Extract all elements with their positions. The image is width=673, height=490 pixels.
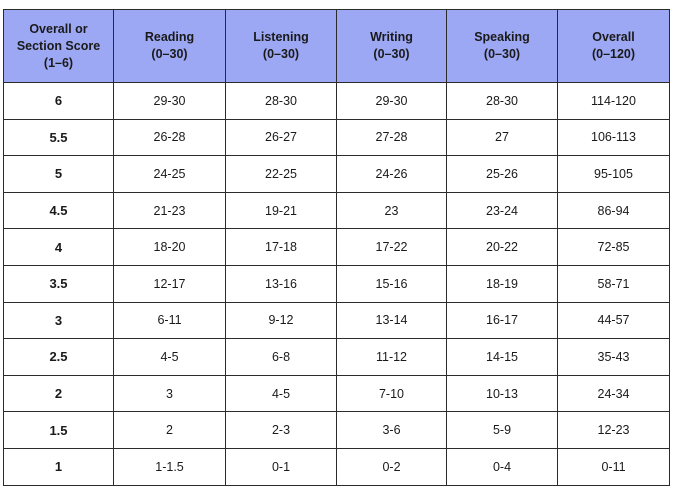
cell-writing: 11-12 — [337, 339, 447, 376]
cell-speaking: 25-26 — [447, 156, 558, 193]
cell-speaking: 20-22 — [447, 229, 558, 266]
table-row — [4, 339, 670, 376]
cell-speaking: 0-4 — [447, 448, 558, 485]
cell-speaking: 5-9 — [447, 412, 558, 449]
cell-listening: 2-3 — [226, 412, 337, 449]
header-line: (1–6) — [43, 55, 74, 70]
cell-writing: 24-26 — [337, 156, 447, 193]
header-writing — [337, 10, 447, 83]
header-speaking — [447, 10, 558, 83]
cell-listening: 9-12 — [226, 302, 337, 339]
table-header — [4, 10, 670, 83]
table-row — [4, 412, 670, 449]
table-row — [4, 302, 670, 339]
table-row — [4, 229, 670, 266]
cell-overall: 44-57 — [558, 302, 670, 339]
cell-speaking: 28-30 — [447, 83, 558, 120]
header-line: Overall or — [29, 21, 88, 36]
cell-overall: 35-43 — [558, 339, 670, 376]
cell-overall: 0-11 — [558, 448, 670, 485]
score-conversion-table — [3, 9, 670, 486]
cell-overall: 114-120 — [558, 83, 670, 120]
cell-writing: 15-16 — [337, 265, 447, 302]
cell-reading: 2 — [114, 412, 226, 449]
cell-speaking: 14-15 — [447, 339, 558, 376]
cell-speaking: 23-24 — [447, 192, 558, 229]
header-line: Listening — [253, 30, 309, 44]
cell-writing: 27-28 — [337, 119, 447, 156]
cell-writing: 3-6 — [337, 412, 447, 449]
table-row — [4, 83, 670, 120]
cell-listening: 4-5 — [226, 375, 337, 412]
header-line: Section Score — [16, 38, 101, 53]
table-row — [4, 265, 670, 302]
cell-reading: 6-11 — [114, 302, 226, 339]
cell-reading: 24-25 — [114, 156, 226, 193]
header-line: Writing — [370, 30, 413, 44]
header-overall-or-section-score — [4, 10, 114, 83]
cell-band-score: 1 — [4, 448, 114, 485]
cell-overall: 86-94 — [558, 192, 670, 229]
cell-reading: 12-17 — [114, 265, 226, 302]
cell-writing: 17-22 — [337, 229, 447, 266]
cell-overall: 95-105 — [558, 156, 670, 193]
cell-band-score: 3.5 — [4, 265, 114, 302]
table-row — [4, 119, 670, 156]
header-listening — [226, 10, 337, 83]
cell-writing: 13-14 — [337, 302, 447, 339]
cell-overall: 12-23 — [558, 412, 670, 449]
cell-listening: 26-27 — [226, 119, 337, 156]
cell-reading: 21-23 — [114, 192, 226, 229]
table-body — [4, 83, 670, 486]
header-line: Speaking — [474, 30, 530, 44]
table-row — [4, 448, 670, 485]
cell-listening: 22-25 — [226, 156, 337, 193]
table-row — [4, 375, 670, 412]
cell-speaking: 27 — [447, 119, 558, 156]
cell-listening: 13-16 — [226, 265, 337, 302]
cell-band-score: 1.5 — [4, 412, 114, 449]
cell-band-score: 4 — [4, 229, 114, 266]
header-row — [4, 10, 670, 83]
cell-listening: 19-21 — [226, 192, 337, 229]
cell-writing: 7-10 — [337, 375, 447, 412]
cell-listening: 6-8 — [226, 339, 337, 376]
cell-overall: 58-71 — [558, 265, 670, 302]
cell-band-score: 2.5 — [4, 339, 114, 376]
cell-band-score: 2 — [4, 375, 114, 412]
cell-reading: 18-20 — [114, 229, 226, 266]
cell-overall: 72-85 — [558, 229, 670, 266]
cell-reading: 3 — [114, 375, 226, 412]
cell-writing: 23 — [337, 192, 447, 229]
cell-overall: 106-113 — [558, 119, 670, 156]
cell-reading: 29-30 — [114, 83, 226, 120]
cell-writing: 0-2 — [337, 448, 447, 485]
cell-speaking: 10-13 — [447, 375, 558, 412]
table-row — [4, 156, 670, 193]
cell-band-score: 5.5 — [4, 119, 114, 156]
cell-speaking: 16-17 — [447, 302, 558, 339]
header-reading — [114, 10, 226, 83]
header-line: (0–30) — [262, 47, 300, 61]
cell-listening: 0-1 — [226, 448, 337, 485]
cell-reading: 26-28 — [114, 119, 226, 156]
header-line: Overall — [592, 30, 635, 44]
cell-speaking: 18-19 — [447, 265, 558, 302]
cell-band-score: 6 — [4, 83, 114, 120]
header-line: (0–30) — [151, 47, 188, 61]
table-row — [4, 192, 670, 229]
cell-band-score: 3 — [4, 302, 114, 339]
header-line: (0–120) — [591, 47, 636, 61]
cell-listening: 28-30 — [226, 83, 337, 120]
header-line: (0–30) — [373, 47, 410, 61]
cell-band-score: 4.5 — [4, 192, 114, 229]
header-overall — [558, 10, 670, 83]
header-line: (0–30) — [483, 47, 521, 61]
cell-reading: 1-1.5 — [114, 448, 226, 485]
cell-band-score: 5 — [4, 156, 114, 193]
cell-reading: 4-5 — [114, 339, 226, 376]
cell-overall: 24-34 — [558, 375, 670, 412]
cell-listening: 17-18 — [226, 229, 337, 266]
cell-writing: 29-30 — [337, 83, 447, 120]
header-line: Reading — [144, 30, 195, 44]
